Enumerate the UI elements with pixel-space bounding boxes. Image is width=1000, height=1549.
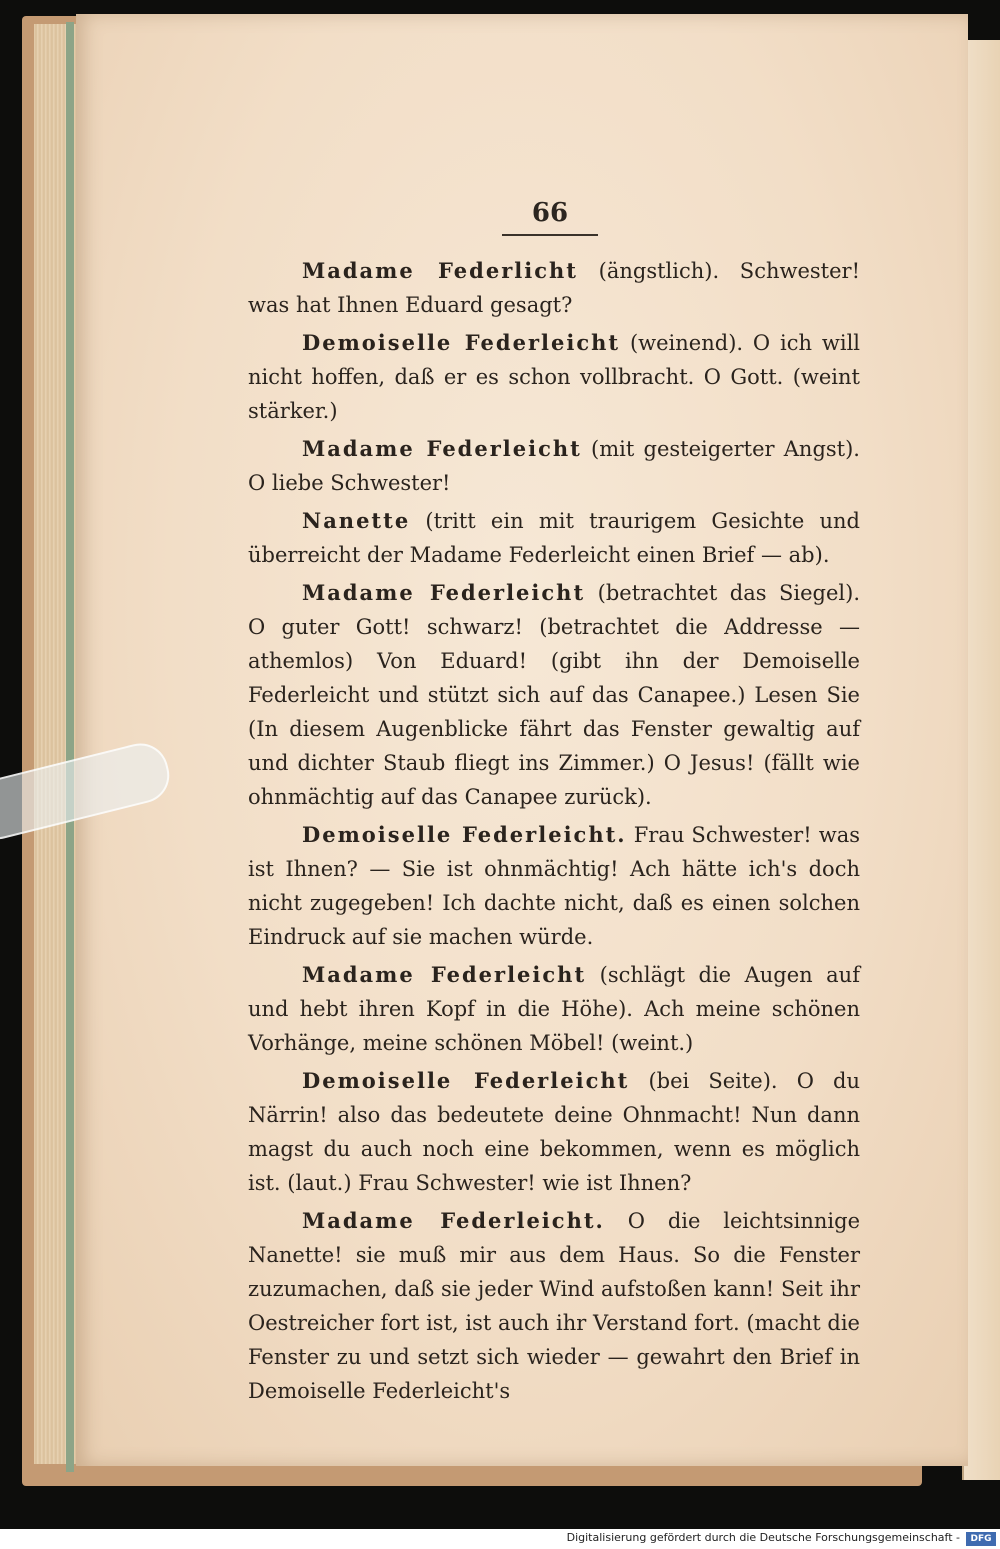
paragraph-text: (schlägt die Augen auf und hebt ihren Kopf in die Höhe). Ach meine schönen Vorhänge, meine schönen Möbel! (weint.) bbox=[248, 963, 860, 1055]
paragraph-text: (ängstlich). Schwester! was hat Ihnen Eduard gesagt? bbox=[248, 259, 861, 317]
paragraph bbox=[248, 504, 860, 572]
paragraph bbox=[248, 576, 860, 814]
paragraph bbox=[248, 432, 860, 500]
paragraph-text: (bei Seite). O du Närrin! also das bedeutete deine Ohnmacht! Nun dann magst du auch noch eine bekommen, wenn es möglich ist. (laut.) Frau Schwester! wie ist Ihnen? bbox=[248, 1069, 860, 1195]
paragraph-text: (weinend). O ich will nicht hoffen, daß er es schon vollbracht. O Gott. (weint stärker.) bbox=[248, 331, 861, 423]
paragraph bbox=[248, 958, 860, 1060]
page-text bbox=[248, 254, 860, 1412]
speaker-name: Madame Federleicht bbox=[302, 580, 586, 605]
speaker-name: Madame Federleicht bbox=[302, 436, 582, 461]
paragraph-text: Frau Schwester! was ist Ihnen? — Sie ist ohnmächtig! Ach hätte ich's doch nicht zugegeben! Ich dachte nicht, daß es einen solchen Eindruck auf sie machen würde. bbox=[248, 823, 860, 949]
paragraph bbox=[248, 818, 860, 954]
paragraph-text: (betrachtet das Siegel). O guter Gott! schwarz! (betrachtet die Addresse — athemlos) Von Eduard! (gibt ihn der Demoiselle Federleicht und stützt sich auf das Canapee.) Lesen Sie (In diesem Augenblicke fährt das Fenster gewaltig auf und dichter Staub fliegt ins Zimmer.) O Jesus! (fällt wie ohnmächtig auf das Canapee zurück). bbox=[248, 581, 860, 809]
paragraph bbox=[248, 1064, 860, 1200]
paragraph bbox=[248, 1204, 860, 1408]
speaker-name: Nanette bbox=[302, 508, 411, 533]
speaker-name: Demoiselle Federleicht bbox=[302, 330, 621, 355]
speaker-name: Demoiselle Federleicht. bbox=[302, 822, 627, 847]
footer-bar bbox=[0, 1529, 1000, 1549]
paragraph bbox=[248, 326, 860, 428]
speaker-name: Madame Federleicht bbox=[302, 962, 587, 987]
paragraph-text: O die leichtsinnige Nanette! sie muß mir aus dem Haus. So die Fenster zuzumachen, daß sie jeder Wind aufstoßen kann! Seit ihr Oestreicher fort ist, ist auch ihr Verstand fort. (macht die Fenster zu und setzt sich wieder — gewahrt den Brief in Demoiselle Federleicht's bbox=[248, 1209, 861, 1403]
speaker-name: Madame Federlicht bbox=[302, 258, 578, 283]
page-number: 66 bbox=[531, 198, 569, 228]
dfg-logo-icon: DFG bbox=[966, 1532, 996, 1546]
paragraph-text: (mit gesteigerter Angst). O liebe Schwester! bbox=[248, 437, 860, 495]
binding-edge bbox=[66, 22, 74, 1472]
speaker-name: Demoiselle Federleicht bbox=[302, 1068, 630, 1093]
footer-credit: Digitalisierung gefördert durch die Deutsche Forschungsgemeinschaft - bbox=[566, 1531, 960, 1544]
speaker-name: Madame Federleicht. bbox=[302, 1208, 605, 1233]
page-number-rule bbox=[502, 234, 598, 236]
paragraph-text: (tritt ein mit traurigem Gesichte und überreicht der Madame Federleicht einen Brief — ab). bbox=[248, 509, 860, 567]
paragraph bbox=[248, 254, 860, 322]
